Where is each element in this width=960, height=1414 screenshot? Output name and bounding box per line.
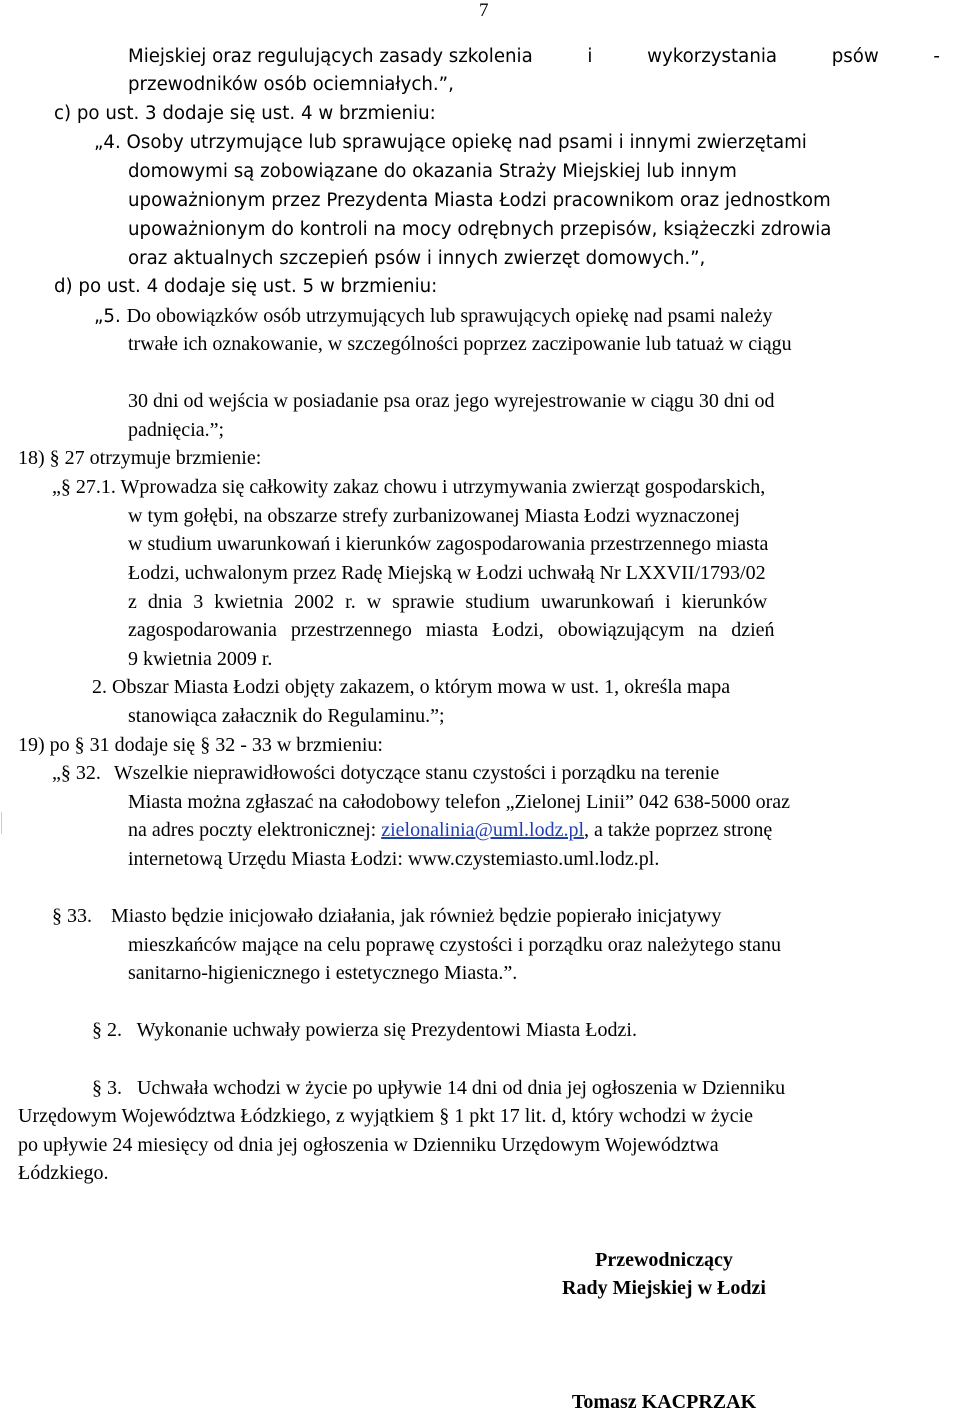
text-line: oraz aktualnych szczepień psów i innych zwierzęt domowych.”,	[128, 248, 706, 269]
text-fragment: wykorzystania	[647, 46, 778, 67]
text-line	[92, 675, 730, 699]
page-number: 7	[479, 0, 489, 21]
text-line: w studium uwarunkowań i kierunków zagospodarowania przestrzennego miasta	[128, 533, 769, 555]
text-line: Łodzi, uchwalonym przez Radę Miejską w Łodzi uchwałą Nr LXXVII/1793/02	[128, 562, 766, 584]
signature-title: Przewodniczący	[595, 1249, 733, 1271]
text-line: 9 kwietnia 2009 r.	[128, 648, 273, 670]
text-line: upoważnionym przez Prezydenta Miasta Łodzi pracownikom oraz jednostkom	[128, 190, 831, 211]
text-line	[94, 304, 773, 329]
text-fragment: psów	[831, 46, 879, 67]
text-fragment: , a także poprzez stronę	[584, 819, 773, 841]
text-line: sanitarno-higienicznego i estetycznego Miasta.”.	[128, 962, 518, 984]
margin-mark	[1, 812, 2, 834]
text-line: trwałe ich oznakowanie, w szczególności poprzez zaczipowanie lub tatuaż w ciągu	[128, 333, 792, 355]
text-fragment: 2.	[92, 676, 107, 698]
text-line: Miasta można zgłaszać na całodobowy telefon „Zielonej Linii” 042 638-5000 oraz	[128, 791, 790, 813]
text-line: Łódzkiego.	[18, 1162, 109, 1184]
text-line: 19) po § 31 dodaje się § 32 - 33 w brzmieniu:	[18, 734, 383, 756]
text-line: stanowiąca załacznik do Regulaminu.”;	[128, 705, 445, 727]
signature-name: Tomasz KACPRZAK	[571, 1391, 757, 1413]
text-fragment: i	[587, 46, 593, 67]
text-line: 18) § 27 otrzymuje brzmienie:	[18, 447, 262, 469]
text-line: c) po ust. 3 dodaje się ust. 4 w brzmieniu:	[54, 103, 436, 124]
text-fragment: „§ 32.	[52, 762, 101, 784]
text-line	[128, 818, 772, 842]
text-line: zagospodarowania przestrzennego miasta Łodzi, obowiązującym na dzień	[128, 619, 775, 641]
text-fragment: Miasto będzie inicjowało działania, jak również będzie popierało inicjatywy	[111, 905, 722, 927]
text-line: „4. Osoby utrzymujące lub sprawujące opiekę nad psami i innymi zwierzętami	[94, 132, 807, 153]
text-line: w tym gołębi, na obszarze strefy zurbanizowanej Miasta Łodzi wyznaczonej	[128, 505, 740, 527]
text-line	[52, 475, 765, 499]
text-line: § 2. Wykonanie uchwały powierza się Prezydentowi Miasta Łodzi.	[92, 1019, 637, 1041]
text-line: d) po ust. 4 dodaje się ust. 5 w brzmieniu:	[54, 276, 438, 297]
text-fragment: „§ 27.1.	[52, 476, 116, 498]
text-fragment: „5.	[94, 306, 121, 327]
text-line	[52, 904, 721, 928]
text-fragment: § 33.	[52, 905, 92, 927]
text-fragment: Do obowiązków osób utrzymujących lub sprawujących opiekę nad psami należy	[126, 305, 773, 327]
text-line: 30 dni od wejścia w posiadanie psa oraz jego wyrejestrowanie w ciągu 30 dni od	[128, 390, 775, 412]
text-line: domowymi są zobowiązane do okazania Straży Miejskiej lub innym	[128, 161, 737, 182]
text-line: po upływie 24 miesięcy od dnia jej ogłoszenia w Dzienniku Urzędowym Województwa	[18, 1134, 719, 1156]
email-link[interactable]: zielonalinia@uml.lodz.pl	[381, 819, 585, 841]
text-fragment: Miejskiej oraz regulujących zasady szkolenia	[128, 46, 533, 67]
signature-title: Rady Miejskiej w Łodzi	[562, 1277, 766, 1299]
text-line: upoważnionym do kontroli na mocy odrębnych przepisów, książeczki zdrowia	[128, 219, 832, 240]
text-line	[52, 761, 719, 785]
text-fragment: Obszar Miasta Łodzi objęty zakazem, o którym mowa w ust. 1, określa mapa	[112, 676, 731, 698]
text-fragment: Wszelkie nieprawidłowości dotyczące stanu czystości i porządku na terenie	[113, 762, 720, 784]
text-line: z dnia 3 kwietnia 2002 r. w sprawie studium uwarunkowań i kierunków	[128, 591, 768, 613]
text-fragment: na adres poczty elektronicznej:	[128, 819, 382, 841]
text-fragment: -	[933, 46, 940, 67]
text-line: przewodników osób ociemniałych.”,	[128, 74, 454, 95]
text-line: § 3. Uchwała wchodzi w życie po upływie 14 dni od dnia jej ogłoszenia w Dzienniku	[92, 1077, 786, 1099]
text-fragment: Wprowadza się całkowity zakaz chowu i utrzymywania zwierząt gospodarskich,	[120, 476, 766, 498]
text-line: padnięcia.”;	[128, 419, 225, 441]
text-line	[128, 45, 940, 69]
text-line: Urzędowym Województwa Łódzkiego, z wyjątkiem § 1 pkt 17 lit. d, który wchodzi w życie	[18, 1105, 754, 1127]
text-line: internetową Urzędu Miasta Łodzi: www.czystemiasto.uml.lodz.pl.	[128, 848, 660, 870]
text-line: mieszkańców mające na celu poprawę czystości i porządku oraz należytego stanu	[128, 934, 782, 956]
